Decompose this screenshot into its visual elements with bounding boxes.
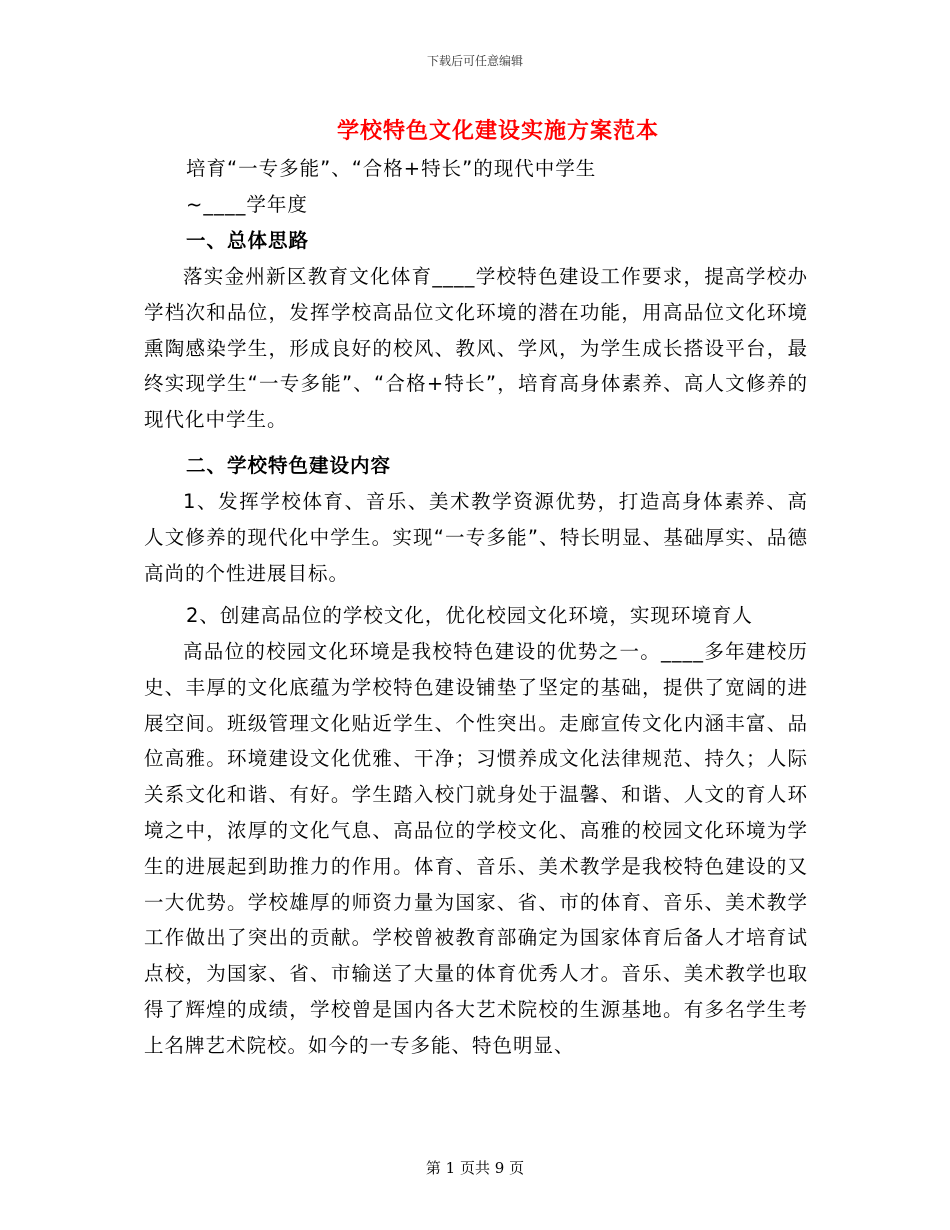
content-item-2-title: 2、创建高品位的学校文化，优化校园文化环境，实现环境育人 (186, 604, 753, 627)
section-heading-overall: 一、总体思路 (186, 229, 310, 252)
content-item-1: 1、发挥学校体育、音乐、美术教学资源优势，打造高身体素养、高人文修养的现代化中学生。实现“一专多能”、特长明显、基础厚实、品德高尚的个性进展目标。 (144, 490, 808, 585)
document-title: 学校特色文化建设实施方案范本 (336, 118, 659, 144)
page-number-footer: 第 1 页共 9 页 (425, 1159, 525, 1177)
section-heading-content: 二、学校特色建设内容 (186, 454, 392, 477)
school-year: ~____学年度 (186, 193, 308, 216)
header-note: 下载后可任意编辑 (426, 54, 523, 68)
subtitle: 培育“一专多能”、“合格+特长”的现代中学生 (186, 157, 597, 180)
overall-paragraph: 落实金州新区教育文化体育____学校特色建设工作要求，提高学校办学档次和品位，发挥学校高品位文化环境的潜在功能，用高品位文化环境熏陶感染学生，形成良好的校风、教风、学风，为学生成长搭设平台，最终实现学生“一专多能”、“合格+特长”，培育高身体素养、高人文修养的现代化中学生。 (144, 265, 808, 432)
content-item-2-paragraph: 高品位的校园文化环境是我校特色建设的优势之一。____多年建校历史、丰厚的文化底蕴为学校特色建设铺垫了坚定的基础，提供了宽阔的进展空间。班级管理文化贴近学生、个性突出。走廊宣传文化内涵丰富、品位高雅。环境建设文化优雅、干净；习惯养成文化法律规范、持久；人际关系文化和谐、有好。学生踏入校门就身处于温馨、和谐、人文的育人环境之中，浓厚的文化气息、高品位的学校文化、高雅的校园文化环境为学生的进展起到助推力的作用。体育、音乐、美术教学是我校特色建设的又一大优势。学校雄厚的师资力量为国家、省、市的体育、音乐、美术教学工作做出了突出的贡献。学校曾被教育部确定为国家体育后备人才培育试点校，为国家、省、市输送了大量的体育优秀人才。音乐、美术教学也取得了辉煌的成绩，学校曾是国内各大艺术院校的生源基地。有多名学生考上名牌艺术院校。如今的一专多能、特色明显、 (144, 640, 808, 1057)
